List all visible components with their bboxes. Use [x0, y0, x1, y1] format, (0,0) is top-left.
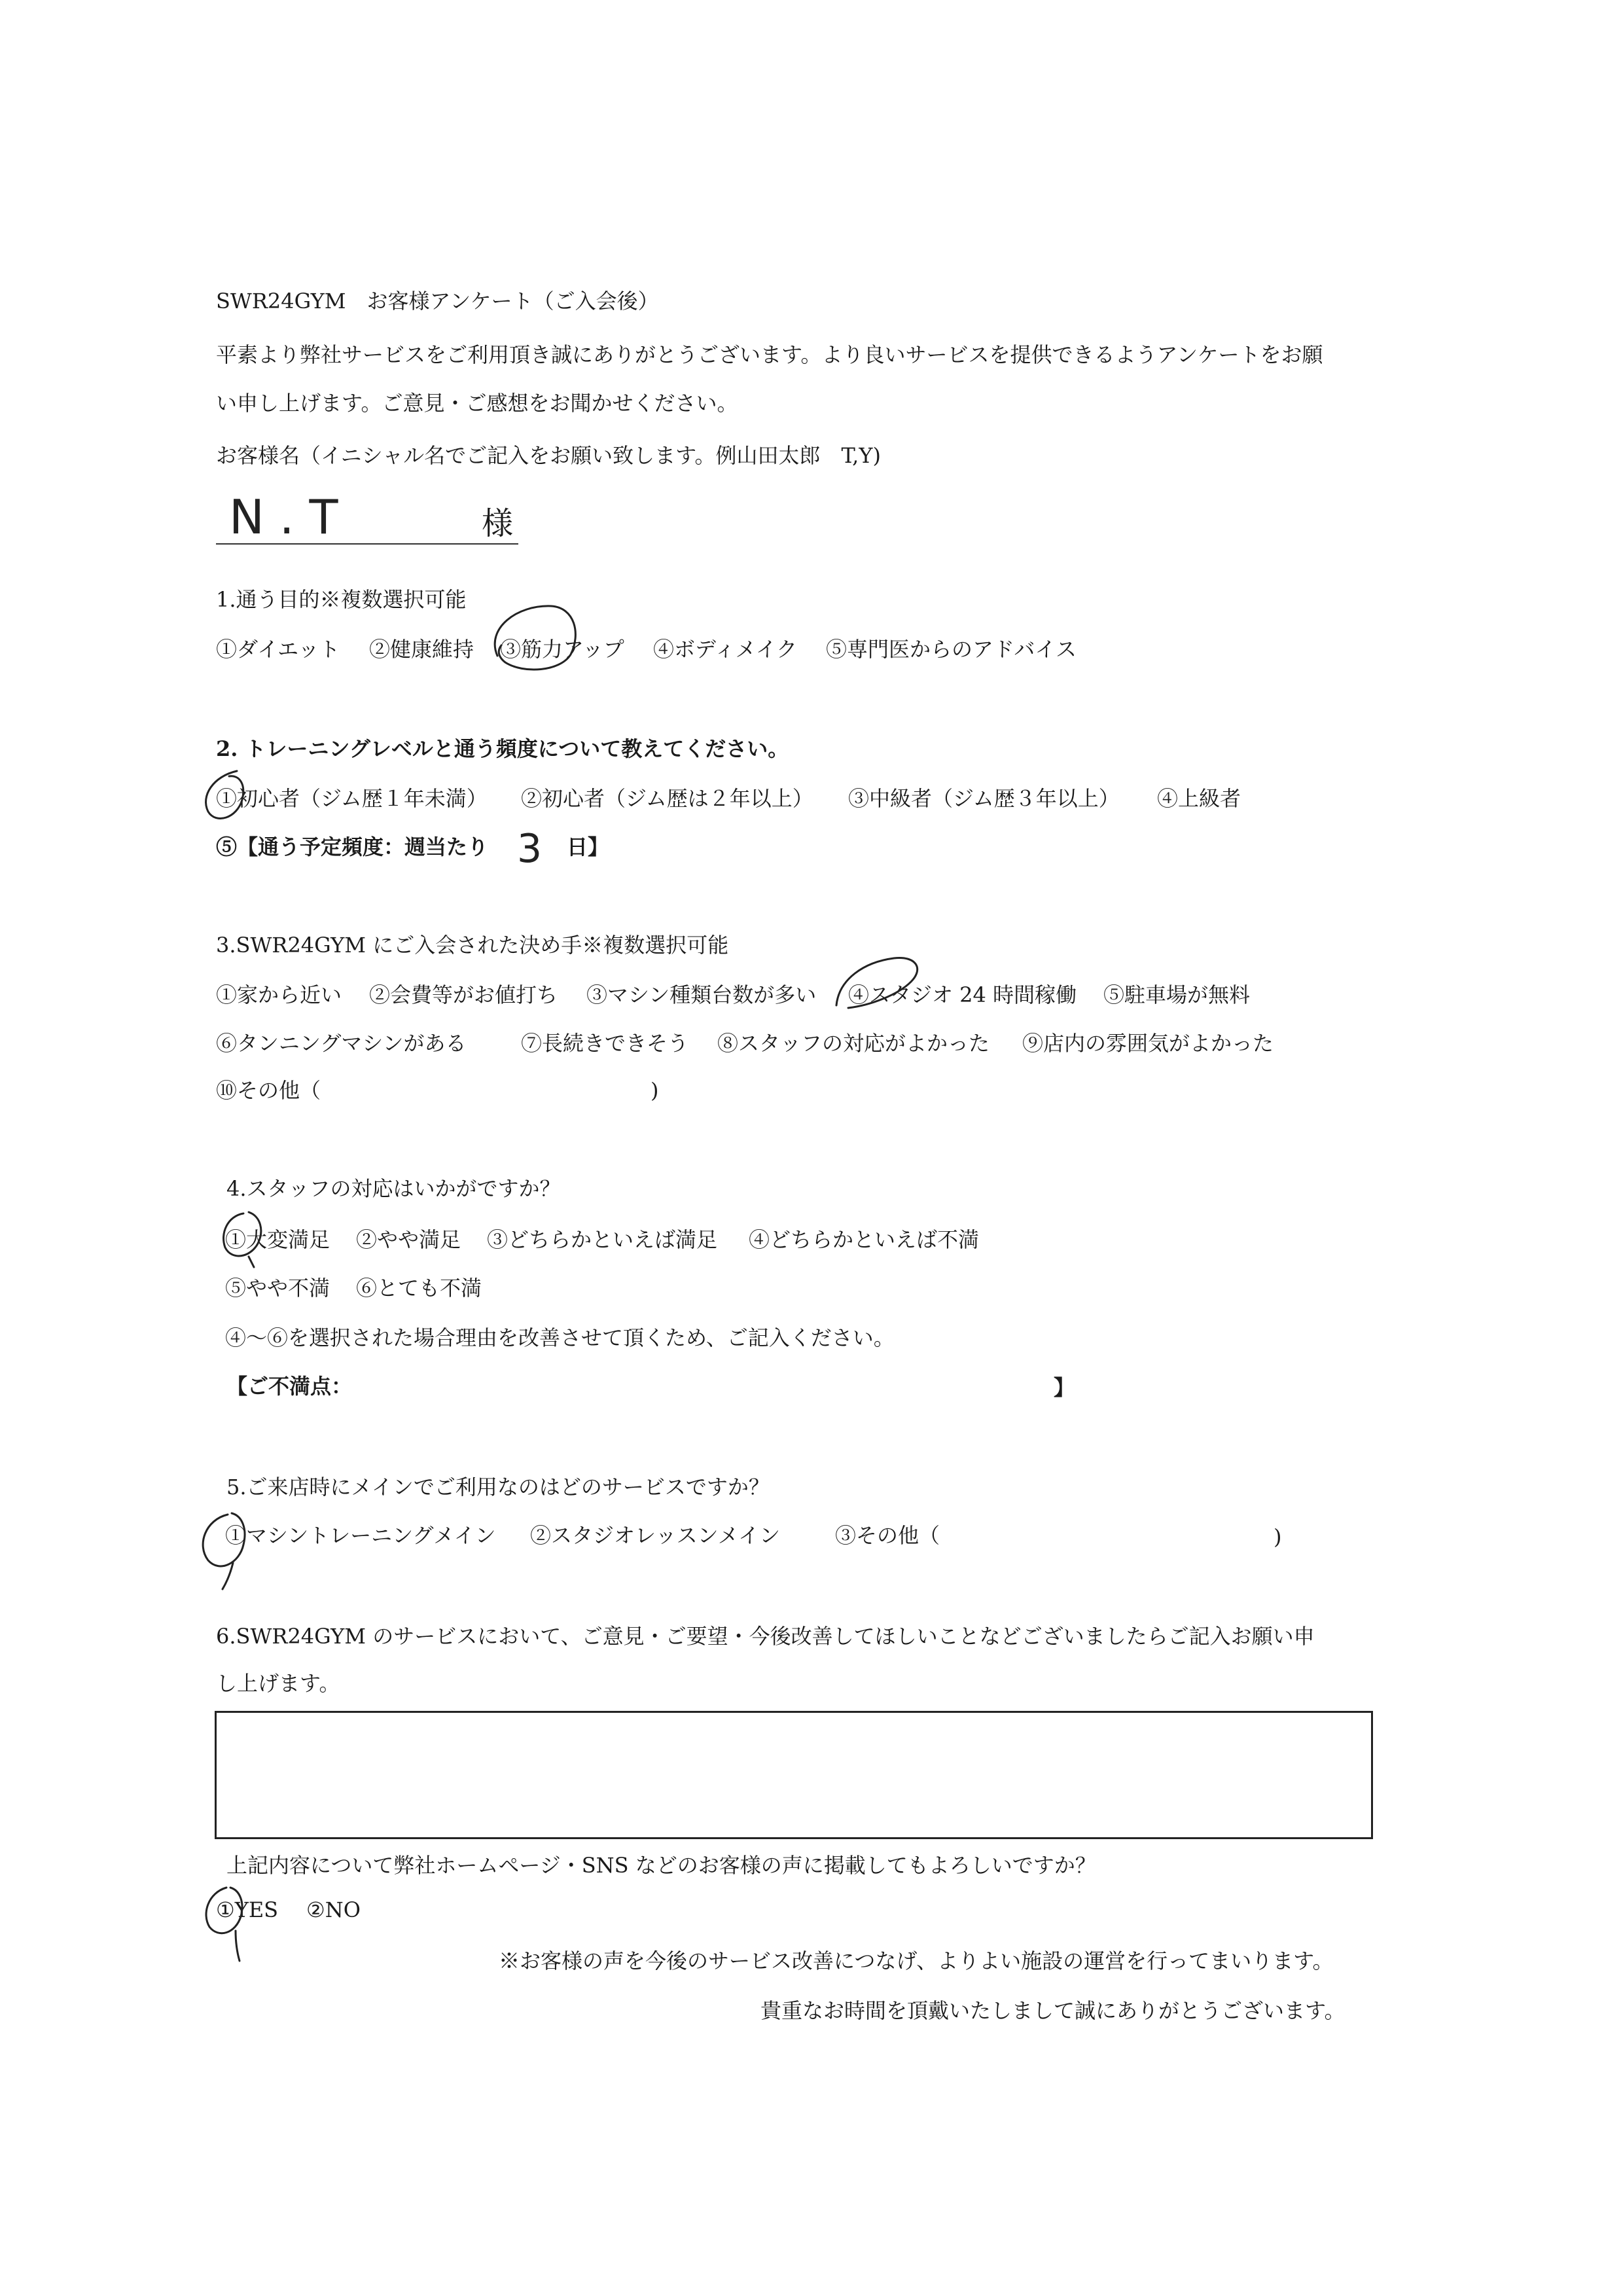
q1-option-5[interactable]: ⑤専門医からのアドバイス	[826, 637, 1077, 662]
q3-other-close: )	[651, 1078, 659, 1103]
q3-option-4[interactable]: ④スタジオ 24 時間稼働	[848, 982, 1077, 1007]
q1-option-3[interactable]: ③筋力アップ	[500, 637, 624, 662]
q4-dissatisfaction-label: 【ご不満点：	[226, 1374, 353, 1399]
q2-option-4[interactable]: ④上級者	[1157, 786, 1241, 811]
publish-question: 上記内容について弊社ホームページ・SNS などのお客様の声に掲載してもよろしいですか？	[226, 1853, 1096, 1878]
q3-circle-mark	[836, 958, 918, 1008]
q2-circle-mark	[206, 771, 243, 818]
q4-circle-mark	[224, 1212, 261, 1267]
q3-option-2[interactable]: ②会費等がお値打ち	[369, 982, 558, 1007]
q5-option-1[interactable]: ①マシントレーニングメイン	[225, 1523, 496, 1548]
q4-dissatisfaction-close: 】	[1054, 1375, 1075, 1400]
q6-question-line1: 6.SWR24GYM のサービスにおいて、ご意見・ご要望・今後改善してほしいことなどございましたらご記入お願い申	[216, 1624, 1315, 1649]
q3-option-5[interactable]: ⑤駐車場が無料	[1103, 982, 1251, 1007]
footer-thanks: 貴重なお時間を頂戴いたしまして誠にありがとうございます。	[760, 1998, 1346, 2023]
q4-option-5[interactable]: ⑤やや不満	[225, 1276, 330, 1300]
q5-option-2[interactable]: ②スタジオレッスンメイン	[530, 1523, 781, 1548]
q1-option-4[interactable]: ④ボディメイク	[653, 637, 798, 662]
q4-option-4[interactable]: ④どちらかといえば不満	[749, 1227, 980, 1252]
q5-circle-mark	[203, 1513, 245, 1589]
q5-question: 5.ご来店時にメインでご利用なのはどのサービスですか？	[226, 1475, 770, 1499]
intro-text-line2: い申し上げます。ご意見・ご感想をお聞かせください。	[216, 391, 738, 416]
survey-title: SWR24GYM お客様アンケート（ご入会後）	[216, 289, 659, 314]
q3-option-8[interactable]: ⑧スタッフの対応がよかった	[717, 1031, 990, 1056]
q4-option-6[interactable]: ⑥とても不満	[356, 1276, 482, 1300]
name-instruction: お客様名（イニシャル名でご記入をお願い致します。例山田太郎 T,Y)	[216, 443, 881, 468]
q2-option-1[interactable]: ①初心者（ジム歴１年未満）	[216, 786, 488, 811]
q2-frequency-prefix: ⑤【通う予定頻度：週当たり	[216, 834, 489, 859]
q4-option-3[interactable]: ③どちらかといえば満足	[487, 1227, 718, 1252]
q4-reason-prompt: ④～⑥を選択された場合理由を改善させて頂くため、ご記入ください。	[225, 1325, 895, 1350]
q2-question: 2. トレーニングレベルと通う頻度について教えてください。	[216, 736, 789, 761]
q4-option-1[interactable]: ①大変満足	[225, 1227, 330, 1252]
q3-option-6[interactable]: ⑥タンニングマシンがある	[216, 1031, 467, 1056]
q3-option-3[interactable]: ③マシン種類台数が多い	[586, 982, 817, 1007]
q3-option-7[interactable]: ⑦長続きできそう	[521, 1031, 689, 1056]
intro-text-line1: 平素より弊社サービスをご利用頂き誠にありがとうございます。より良いサービスを提供できるようアンケートをお願	[216, 342, 1323, 367]
q6-question-line2: し上げます。	[216, 1671, 340, 1696]
q1-option-1[interactable]: ①ダイエット	[216, 637, 340, 662]
q2-frequency-value[interactable]: 3	[517, 826, 543, 872]
publish-yes-option[interactable]: ①YES	[216, 1897, 279, 1922]
q3-question: 3.SWR24GYM にご入会された決め手※複数選択可能	[216, 933, 729, 958]
q3-option-1[interactable]: ①家から近い	[216, 982, 342, 1007]
q4-option-2[interactable]: ②やや満足	[356, 1227, 461, 1252]
publish-no-option[interactable]: ②NO	[306, 1897, 361, 1922]
q2-option-2[interactable]: ②初心者（ジム歴は２年以上）	[521, 786, 813, 811]
respondent-honorific: 様	[482, 505, 514, 542]
q3-option-9[interactable]: ⑨店内の雰囲気がよかった	[1022, 1031, 1274, 1056]
footer-note: ※お客様の声を今後のサービス改善につなげ、よりよい施設の運営を行ってまいります。	[499, 1948, 1334, 1973]
q4-question: 4.スタッフの対応はいかがですか？	[226, 1176, 561, 1201]
respondent-initials[interactable]: N . T	[229, 490, 338, 545]
q1-question: 1.通う目的※複数選択可能	[216, 587, 467, 612]
q2-option-3[interactable]: ③中級者（ジム歴３年以上）	[848, 786, 1120, 811]
q1-circle-mark	[495, 606, 575, 670]
q2-frequency-suffix: 日】	[567, 834, 609, 859]
q5-other-close: )	[1274, 1524, 1282, 1549]
publish-circle-mark	[206, 1888, 242, 1961]
q3-option-10[interactable]: ⑩その他（	[216, 1078, 321, 1103]
q5-option-3[interactable]: ③その他（	[835, 1523, 940, 1548]
q1-option-2[interactable]: ②健康維持	[369, 637, 474, 662]
